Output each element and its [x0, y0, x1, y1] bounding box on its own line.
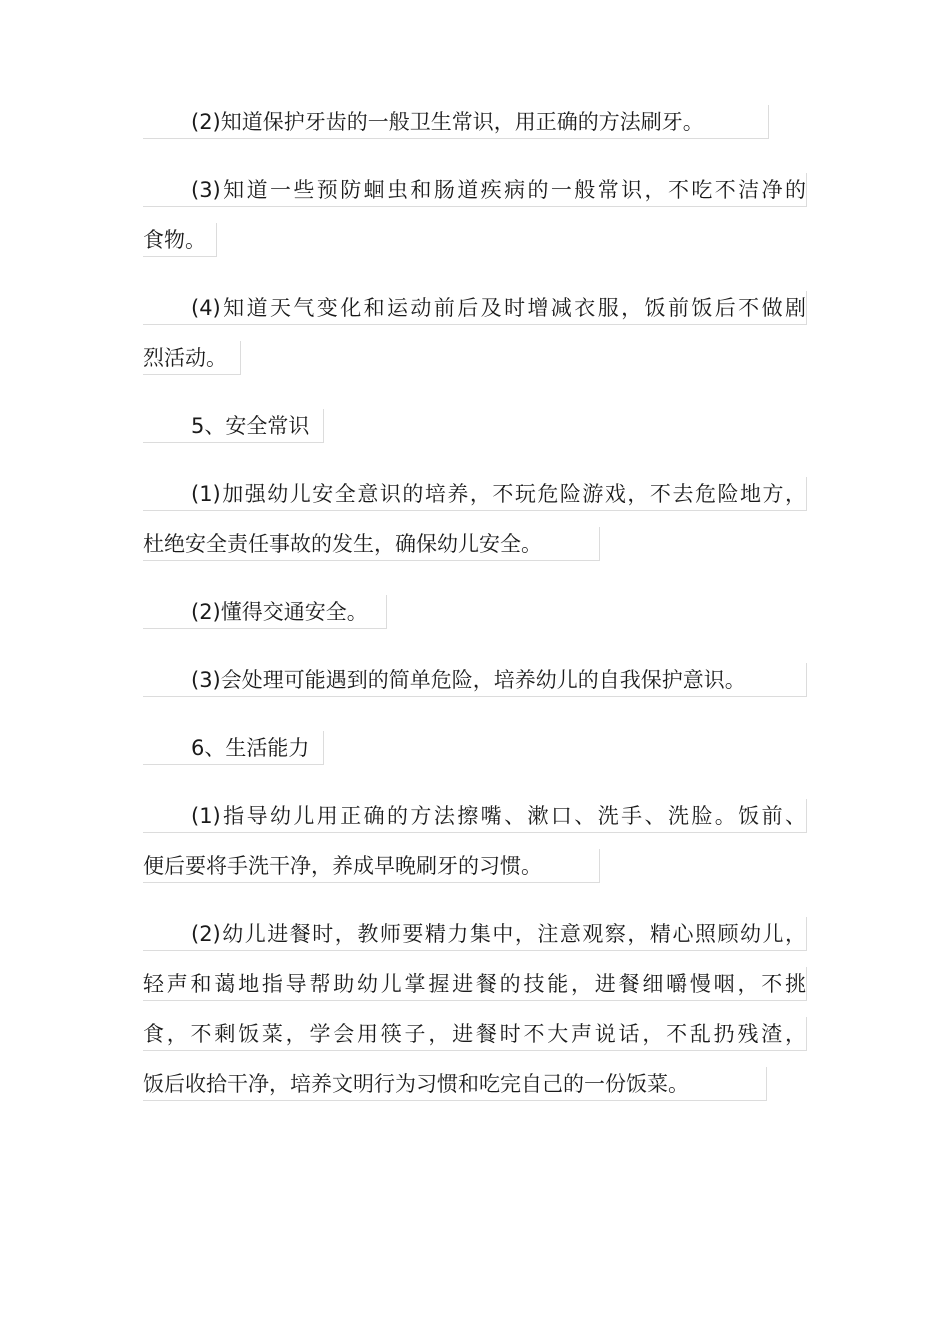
paragraph-hygiene-3-line-1: (3)知道一些预防蛔虫和肠道疾病的一般常识，不吃不洁净的 — [143, 173, 807, 207]
paragraph-safety-2: (2)懂得交通安全。 — [143, 595, 387, 629]
paragraph-safety-1-line-1: (1)加强幼儿安全意识的培养，不玩危险游戏，不去危险地方， — [143, 477, 807, 511]
paragraph-life-2-line-4: 饭后收拾干净，培养文明行为习惯和吃完自己的一份饭菜。 — [143, 1067, 767, 1101]
paragraph-hygiene-4-line-1: (4)知道天气变化和运动前后及时增减衣服，饭前饭后不做剧 — [143, 291, 807, 325]
section-heading-life-skills: 6、生活能力 — [143, 731, 324, 765]
paragraph-safety-1-line-2: 杜绝安全责任事故的发生，确保幼儿安全。 — [143, 527, 600, 561]
paragraph-life-2-line-3: 食，不剩饭菜，学会用筷子，进餐时不大声说话，不乱扔残渣， — [143, 1017, 807, 1051]
paragraph-hygiene-4-line-2: 烈活动。 — [143, 341, 241, 375]
paragraph-life-1-line-2: 便后要将手洗干净，养成早晚刷牙的习惯。 — [143, 849, 600, 883]
paragraph-hygiene-2: (2)知道保护牙齿的一般卫生常识，用正确的方法刷牙。 — [143, 105, 769, 139]
section-heading-safety: 5、安全常识 — [143, 409, 324, 443]
paragraph-life-2-line-2: 轻声和蔼地指导帮助幼儿掌握进餐的技能，进餐细嚼慢咽，不挑 — [143, 967, 807, 1001]
paragraph-life-1-line-1: (1)指导幼儿用正确的方法擦嘴、漱口、洗手、洗脸。饭前、 — [143, 799, 807, 833]
paragraph-safety-3: (3)会处理可能遇到的简单危险，培养幼儿的自我保护意识。 — [143, 663, 807, 697]
paragraph-life-2-line-1: (2)幼儿进餐时，教师要精力集中，注意观察，精心照顾幼儿， — [143, 917, 807, 951]
paragraph-hygiene-3-line-2: 食物。 — [143, 223, 217, 257]
